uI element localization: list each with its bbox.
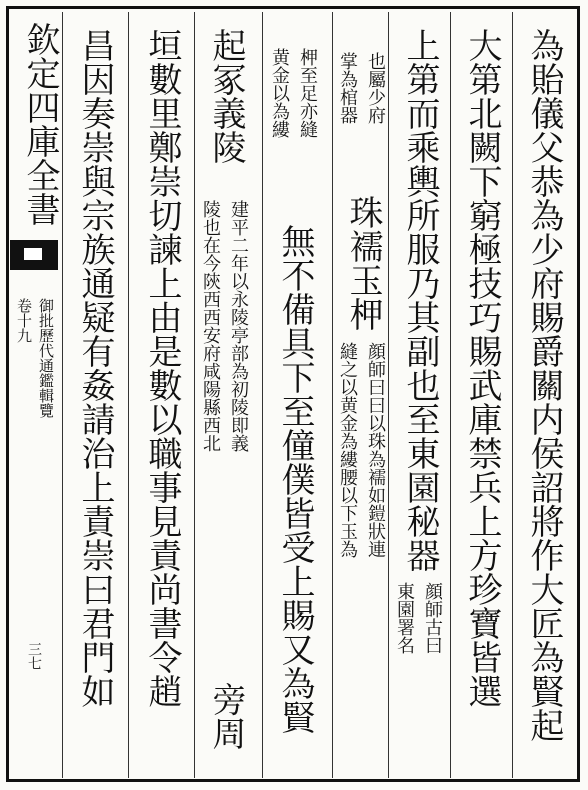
annotation-left: 黄金以為縷: [269, 48, 290, 138]
book-title: 御批歷代通鑑輯覽: [37, 298, 55, 418]
annotation-right: 也屬少府: [365, 52, 386, 124]
column-rule: [262, 12, 263, 778]
text-column-4: 珠襦玉柙: [343, 195, 383, 331]
text-column-3: 上第而乘輿所服乃其副也至東園秘器: [400, 28, 440, 572]
annotation-left: 縫之以黄金為縷腰以下玉為: [337, 342, 358, 558]
annotation-pair: [269, 48, 320, 138]
text-column-1: 為貽儀父恭為少府賜爵關内侯詔將作大匠為賢起: [524, 28, 564, 742]
fish-tail-mark-icon: [10, 240, 58, 270]
annotation-right: 建平二年以永陵亭部為初陵即義: [228, 200, 249, 452]
column-rule: [512, 12, 513, 778]
annotation-left: 東園署名: [394, 582, 415, 654]
text-column-7: 垣數里鄭崇切諫上由是數以職事見責尚書令趙: [142, 28, 182, 708]
annotation-left: 陵也在今陝西西安府咸陽縣西北: [200, 200, 221, 452]
text-column-6-tail: 旁周: [206, 682, 246, 750]
annotation-left: 掌為棺器: [337, 52, 358, 124]
column-rule: [332, 12, 333, 778]
text-column-8: 昌因奏崇與宗族通疑有姦請治上責崇曰君門如: [75, 28, 115, 708]
annotation-pair: [337, 342, 388, 558]
column-rule: [128, 12, 129, 778]
column-rule: [450, 12, 451, 778]
text-column-5: 無不備具下至僮僕皆受上賜又為賢: [275, 224, 315, 734]
annotation-right: 柙至足亦縫: [297, 48, 318, 138]
text-column-6-head: 起冢義陵: [206, 28, 246, 164]
text-column-2: 大第北闕下窮極技巧賜武庫禁兵上方珍寶皆選: [462, 28, 502, 708]
annotation-pair: [200, 200, 251, 452]
page-number: 三七: [26, 642, 42, 670]
collection-title: 欽定四庫全書: [20, 22, 60, 226]
annotation-pair: [394, 582, 445, 654]
annotation-right: 顔師曰曰以珠為襦如鎧狀連: [365, 342, 386, 558]
annotation-pair: [337, 52, 388, 124]
volume-number: 卷十九: [15, 298, 33, 343]
column-rule: [388, 12, 389, 778]
annotation-right: 顔師古曰: [422, 582, 443, 654]
column-rule: [194, 12, 195, 778]
page-edge: [6, 12, 58, 778]
